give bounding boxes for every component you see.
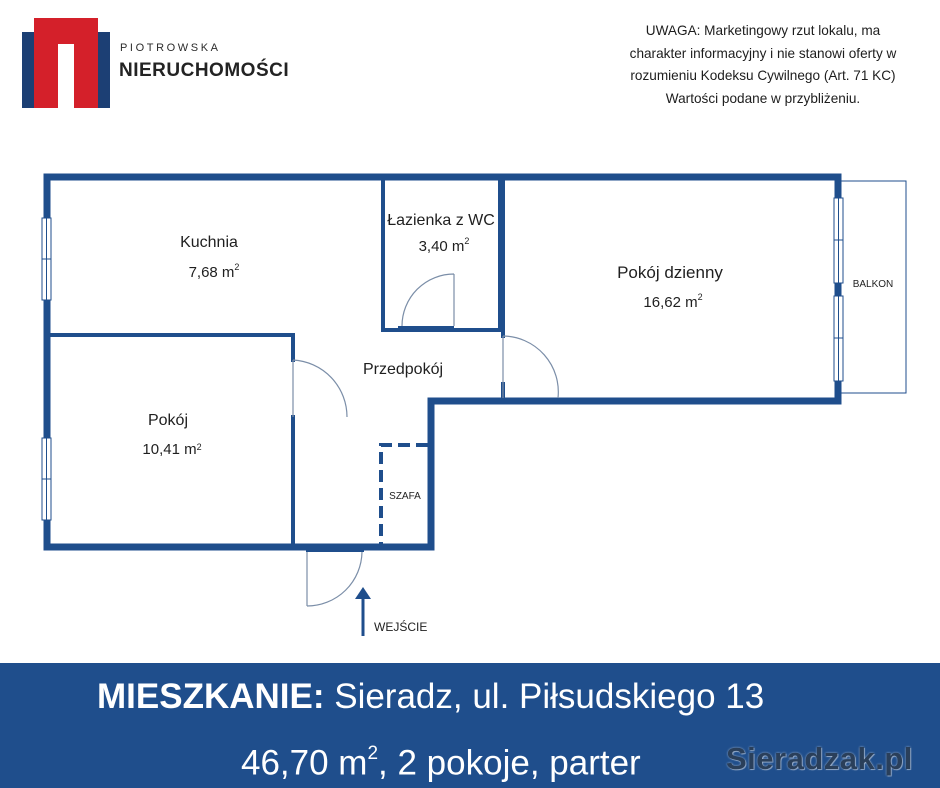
bathroom-door [398, 326, 454, 332]
room-name-kuchnia: Kuchnia [180, 234, 238, 251]
banner-label: MIESZKANIE: [97, 677, 325, 716]
door-swing [402, 274, 454, 326]
room-area-kuchnia: 7,68 $m^2$ [188, 262, 240, 281]
banner-details-text: , 2 pokoje, parter [378, 743, 641, 783]
listing-banner [0, 663, 940, 788]
room-area-pokoj: 10,41 $m^2$ [142, 441, 202, 458]
disclaimer-line: Wartości podane w przybliżeniu. [665, 90, 861, 106]
entrance-door-frame [306, 544, 364, 552]
watermark: Sieradzak.pl [726, 741, 913, 776]
banner-address: Sieradz, ul. Piłsudskiego 13 [324, 677, 765, 716]
disclaimer-line: UWAGA: Marketingowy rzut lokalu, ma [645, 23, 881, 38]
room-name-przedpokoj: Przedpokój [362, 361, 444, 378]
banner-details [241, 735, 641, 786]
room-name-pokoj: Pokój [147, 412, 189, 429]
room-area-lazienka: 3,40 $m^2$ [418, 236, 470, 255]
logo-text-top: PIOTROWSKA [120, 42, 221, 54]
banner-area: 46,70 m [241, 743, 368, 783]
banner-title [97, 675, 764, 719]
room-name-lazienka: Łazienka z WC [387, 212, 495, 229]
entrance-arrow-icon [355, 587, 371, 636]
room-name-pokoj-dzienny: Pokój dzienny [617, 263, 723, 282]
disclaimer-line: charakter informacyjny i nie stanowi oferty w [629, 45, 897, 61]
wardrobe-label: SZAFA [389, 491, 421, 502]
banner-area-unit-sup: 2 [367, 743, 379, 764]
disclaimer-line: rozumieniu Kodeksu Cywilnego (Art. 71 KC) [630, 68, 896, 83]
door-swing [293, 360, 347, 417]
balcony-label: BALKON [852, 279, 894, 290]
entrance-label: WEJŚCIE [374, 620, 428, 634]
logo-text-main: NIERUCHOMOŚCI [119, 60, 290, 81]
door-swing [503, 336, 558, 398]
room-area-pokoj-dzienny: 16,62 $m^2$ [643, 292, 703, 311]
door-swing [307, 552, 362, 606]
